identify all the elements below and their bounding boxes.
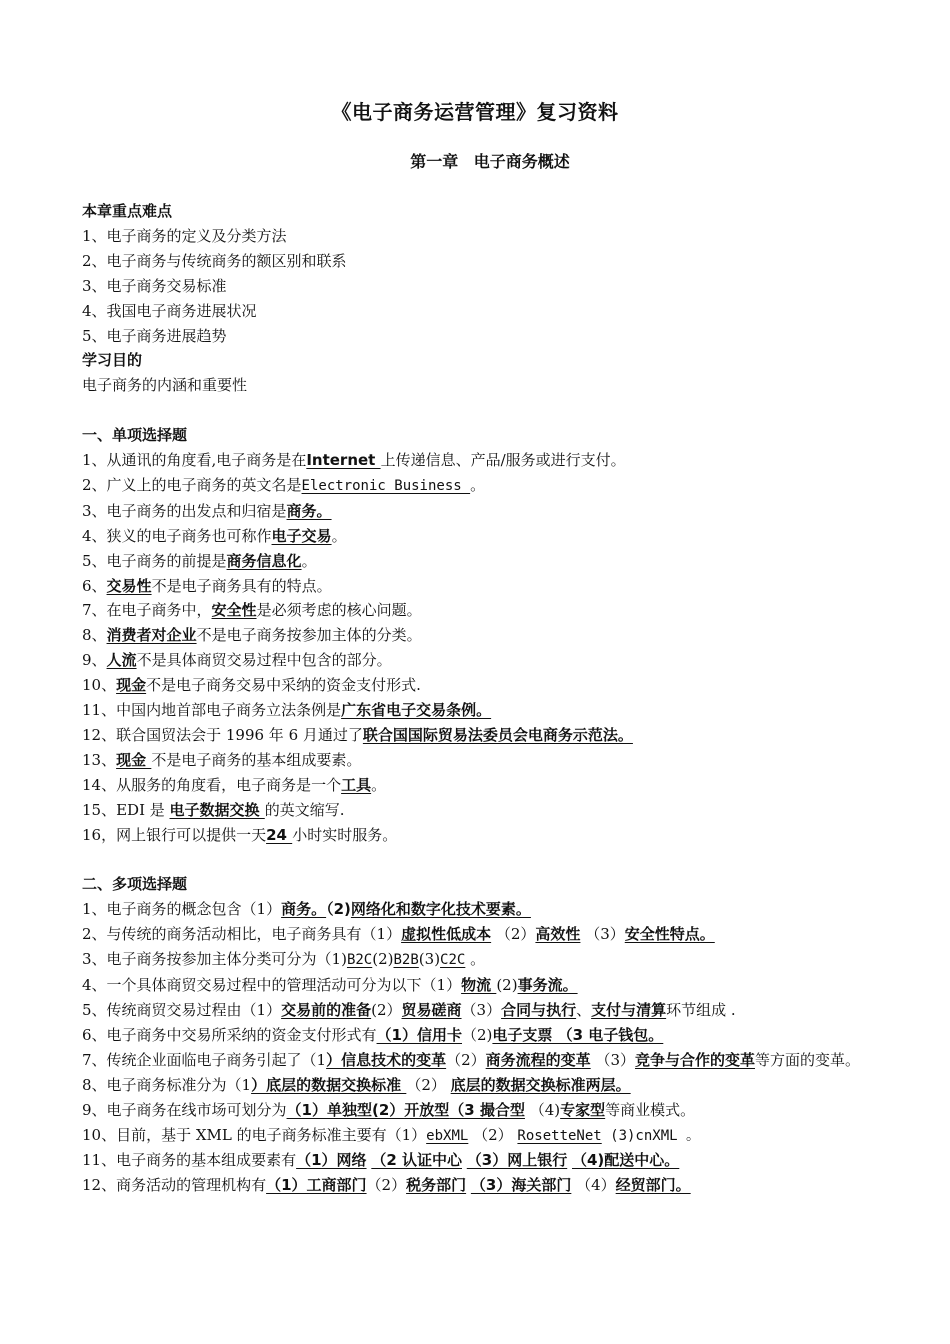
answer: C2C xyxy=(440,952,466,969)
answer: B2C xyxy=(346,952,373,969)
answer: （1）网络 xyxy=(296,1151,367,1170)
answer: （3）海关部门 xyxy=(470,1176,572,1195)
answer: 人流 xyxy=(106,651,137,670)
answer: 24 xyxy=(266,825,293,844)
multi-choice-question: 7、传统企业面临电子商务引起了（1）信息技术的变革（2）商务流程的变革 （3）竞争与合作的变革等方面的变革。 xyxy=(82,1050,861,1069)
answer: 合同与执行 xyxy=(501,1000,577,1019)
answer: 物流 xyxy=(461,976,497,995)
single-choice-question: 12、联合国贸法会于 1996 年 6 月通过了联合国国际贸易法委员会电商务示范法。 xyxy=(82,726,633,745)
answer: 广东省电子交易条例。 xyxy=(341,701,492,720)
multi-choice-question: 8、电子商务标准分为（1）底层的数据交换标准 （2） 底层的数据交换标准两层。 xyxy=(82,1075,631,1094)
answer: 经贸部门。 xyxy=(615,1176,691,1195)
single-choice-question: 4、狭义的电子商务也可称作电子交易。 xyxy=(82,526,347,545)
answer: （1）工商部门 xyxy=(266,1176,367,1195)
answer: B2B xyxy=(393,952,419,969)
answer: ebXML xyxy=(426,1127,469,1144)
single-choice-heading: 一、单项选择题 xyxy=(82,426,188,445)
answer: 底层的数据交换标准两层。 xyxy=(450,1075,631,1094)
multi-choice-question: 12、商务活动的管理机构有（1）工商部门（2）税务部门 （3）海关部门 （4）经贸部门。 xyxy=(82,1176,691,1195)
answer: 虚拟性低成本 xyxy=(401,925,492,944)
single-choice-question: 14、从服务的角度看，电子商务是一个工具。 xyxy=(82,775,387,794)
answer: 现金 xyxy=(116,676,147,695)
answer: 支付与清算 xyxy=(591,1000,667,1019)
spacer xyxy=(82,848,902,873)
single-choice-question: 13、现金 不是电子商务的基本组成要素。 xyxy=(82,750,362,769)
answer: (2）开放型 xyxy=(372,1100,450,1119)
answer: ）信息技术的变革 xyxy=(326,1050,447,1069)
answer: 现金 xyxy=(116,750,152,769)
answer: 安全性 xyxy=(211,601,257,620)
multi-choice-question: 6、电子商务中交易所采纳的资金支付形式有（1）信用卡（2)电子支票 （3 电子钱包。 xyxy=(82,1025,664,1044)
single-choice-question: 8、消费者对企业不是电子商务按参加主体的分类。 xyxy=(82,626,422,645)
key-point-item: 3、电子商务交易标准 xyxy=(82,276,227,295)
answer: （4)配送中心。 xyxy=(572,1151,680,1170)
multi-choice-question: 2、与传统的商务活动相比，电子商务具有（1）虚拟性低成本 （2）高效性 （3）安全性特点。 xyxy=(82,925,715,944)
multi-choice-question: 4、一个具体商贸交易过程中的管理活动可分为以下（1）物流 (2)事务流。 xyxy=(82,976,578,995)
answer: 税务部门 xyxy=(406,1176,467,1195)
answer: 安全性特点。 xyxy=(624,925,715,944)
answer: （3）网上银行 xyxy=(466,1151,568,1170)
answer: 电子交易 xyxy=(271,526,332,545)
chapter-title: 第一章 电子商务概述 xyxy=(410,152,570,171)
answer: 商务流程的变革 xyxy=(485,1050,591,1069)
document-title: 《电子商务运营管理》复习资料 xyxy=(331,100,619,124)
answer: 商务信息化 xyxy=(226,551,302,570)
answer: 电子支票 （3 电子钱包。 xyxy=(492,1025,664,1044)
answer: （1）单独型 xyxy=(286,1100,372,1119)
answer: 交易性 xyxy=(106,576,152,595)
single-choice-question: 15、EDI 是 电子数据交换 的英文缩写. xyxy=(82,800,345,819)
answer: 商务。 xyxy=(281,900,327,919)
single-choice-question: 5、电子商务的前提是商务信息化。 xyxy=(82,551,317,570)
single-choice-question: 16，网上银行可以提供一天24 小时实时服务。 xyxy=(82,825,398,844)
spacer xyxy=(82,398,902,423)
single-choice-question: 7、在电子商务中，安全性是必须考虑的核心问题。 xyxy=(82,601,422,620)
answer: Internet xyxy=(306,451,381,470)
answer: 专家型 xyxy=(560,1100,606,1119)
multi-choice-question: 5、传统商贸交易过程由（1）交易前的准备(2）贸易磋商（3）合同与执行、支付与清算环节组成 . xyxy=(82,1000,736,1019)
answer: 消费者对企业 xyxy=(106,626,197,645)
answer: 竞争与合作的变革 xyxy=(634,1050,755,1069)
single-choice-question: 3、电子商务的出发点和归宿是商务。 xyxy=(82,501,332,520)
answer: ）底层的数据交换标准 xyxy=(251,1075,407,1094)
single-choice-question: 6、交易性不是电子商务具有的特点。 xyxy=(82,576,332,595)
answer: 高效性 xyxy=(535,925,581,944)
answer: （2 认证中心 xyxy=(371,1151,462,1170)
answer: 贸易磋商 xyxy=(401,1000,462,1019)
single-choice-question: 10、现金不是电子商务交易中采纳的资金支付形式. xyxy=(82,676,421,695)
answer: 网络化和数字化技术要素。 xyxy=(350,900,531,919)
answer: 工具 xyxy=(341,775,372,794)
answer: 商务。 xyxy=(286,501,332,520)
answer: （3 撮合型 xyxy=(449,1100,525,1119)
key-points-heading: 本章重点难点 xyxy=(82,202,173,220)
multi-choice-question: 11、电子商务的基本组成要素有（1）网络 （2 认证中心 （3）网上银行 （4)配送中心。 xyxy=(82,1151,680,1170)
answer: 联合国国际贸易法委员会电商务示范法。 xyxy=(362,726,633,745)
answer: （1）信用卡 xyxy=(376,1025,462,1044)
multi-choice-question: 1、电子商务的概念包含（1）商务。（2)网络化和数字化技术要素。 xyxy=(82,900,531,919)
single-choice-question: 11、中国内地首部电子商务立法条例是广东省电子交易条例。 xyxy=(82,701,492,720)
single-choice-question: 2、广义上的电子商务的英文名是Electronic Business 。 xyxy=(82,475,486,494)
answer: RosetteNet xyxy=(517,1127,602,1144)
key-point-item: 4、我国电子商务进展状况 xyxy=(82,301,257,320)
multi-choice-question: 9、电子商务在线市场可划分为（1）单独型(2）开放型（3 撮合型 （4)专家型等商业模式。 xyxy=(82,1100,696,1119)
answer: Electronic Business xyxy=(301,477,471,494)
objectives-text: 电子商务的内涵和重要性 xyxy=(82,376,248,395)
objectives-heading: 学习目的 xyxy=(82,351,143,370)
answer: 事务流。 xyxy=(517,976,578,995)
single-choice-question: 9、人流不是具体商贸交易过程中包含的部分。 xyxy=(82,651,392,670)
single-choice-question: 1、从通讯的角度看,电子商务是在Internet 上传递信息、产品/服务或进行支付。 xyxy=(82,451,626,470)
answer: 交易前的准备 xyxy=(281,1000,372,1019)
key-point-item: 5、电子商务进展趋势 xyxy=(82,326,227,345)
answer: 电子数据交换 xyxy=(169,800,265,819)
multi-choice-question: 10、目前，基于 XML 的电子商务标准主要有（1）ebXML （2） RosetteNet (3)cnXML 。 xyxy=(82,1125,701,1144)
key-point-item: 1、电子商务的定义及分类方法 xyxy=(82,226,287,245)
document-body xyxy=(82,199,902,1198)
multi-choice-question: 3、电子商务按参加主体分类可分为（1)B2C(2)B2B(3)C2C 。 xyxy=(82,950,486,969)
multi-choice-heading: 二、多项选择题 xyxy=(82,875,188,894)
key-point-item: 2、电子商务与传统商务的额区别和联系 xyxy=(82,251,347,270)
